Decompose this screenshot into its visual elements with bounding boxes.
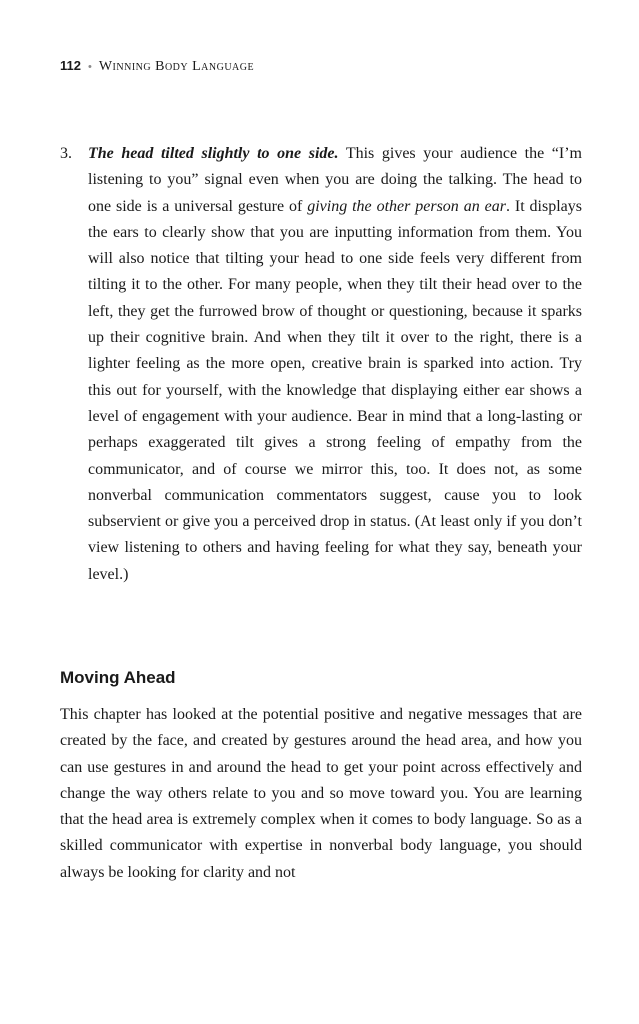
numbered-list — [60, 141, 582, 588]
list-item-emphasis: giving the other person an ear — [307, 197, 506, 215]
section-paragraph: This chapter has looked at the potential positive and negative messages that are created by the face, and created by gestures around the head area, and how you can use gestures in and around the head to get your point across effectively and change the way others relate to you and so move toward you. You are learning that the head area is extremely complex when it comes to body language. So as a skilled communicator with expertise in nonverbal body language, you should always be looking for clarity and not — [60, 706, 582, 881]
list-item-lead: The head tilted slightly to one side. — [88, 145, 339, 162]
section-heading: Moving Ahead — [60, 668, 176, 687]
list-item — [88, 141, 582, 588]
separator-bullet: • — [87, 61, 92, 73]
list-item-text-1: This gives your audience the “I’m listening to you” signal even when you are doing the talking. The head to one side is a universal gesture of — [88, 145, 583, 215]
list-item-number: 3. — [60, 145, 72, 162]
list-item-text-2: . It displays the ears to clearly show that you are inputting information from them. You will also notice that tilting your head to one side feels very different from tilting it to the other. For many people, when they tilt their head over to the left, they get the furrowed brow of thought or questioning, because it sparks up their cognitive brain. And when they tilt it over to the right, there is a lighter feeling as the more open, creative brain is sparked into action. Try this out for yourself, with the knowledge that displaying either ear shows a level of engagement with your audience. Bear in mind that a long-lasting or perhaps exaggerated tilt gives a strong feeling of empathy from the communicator, and of course we mirror this, too. It does not, as some nonverbal communication commentators suggest, cause you to look subservient or give you a perceived drop in status. (At least only if you don’t view listening to others and having feeling for what they say, beneath your level.) — [88, 197, 582, 583]
running-head — [60, 57, 254, 76]
page-number: 112 — [60, 58, 81, 73]
book-title: Winning Body Language — [98, 59, 255, 74]
